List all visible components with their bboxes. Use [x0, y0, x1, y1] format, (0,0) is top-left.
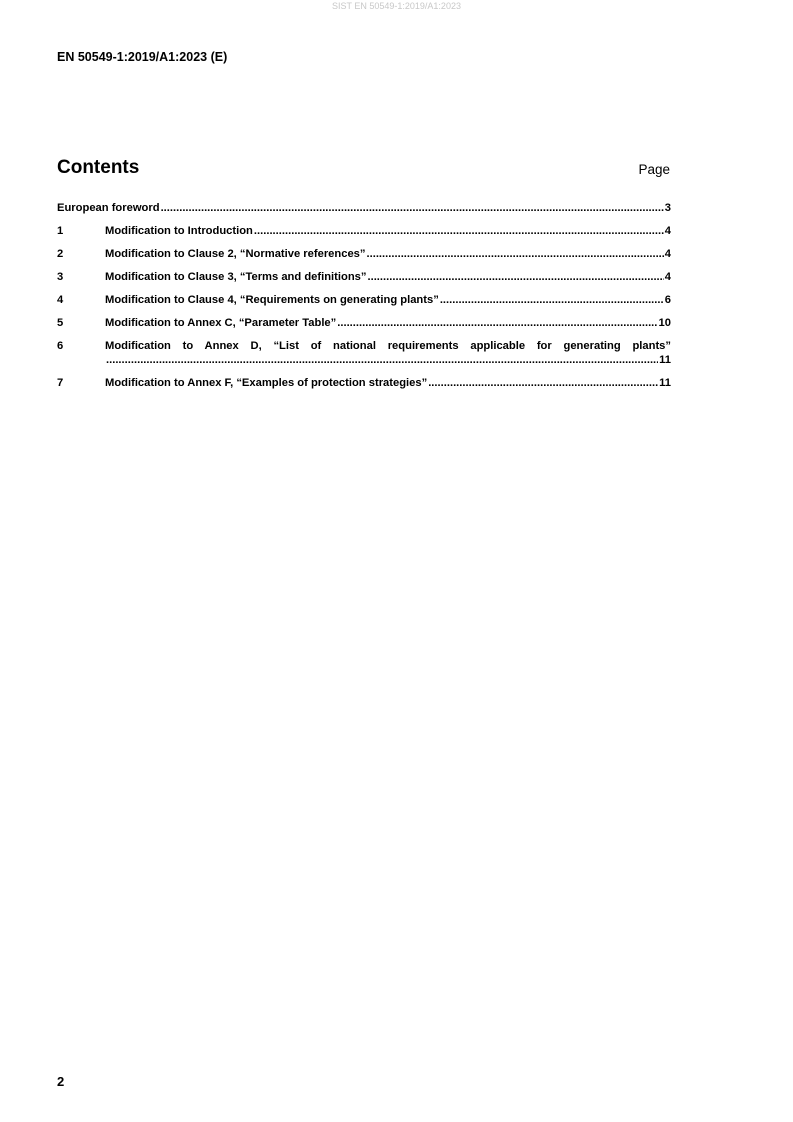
toc-entry-2[interactable]	[57, 247, 671, 261]
toc-entry-7[interactable]	[57, 376, 671, 390]
toc-leader-dots	[106, 353, 658, 367]
toc-entry-1[interactable]	[57, 224, 671, 238]
toc-leader-dots	[440, 293, 664, 307]
toc-entry-page: 10	[658, 317, 671, 329]
toc-entry-page: 11	[659, 377, 671, 389]
toc-leader-dots	[428, 376, 658, 390]
toc-entry-3[interactable]	[57, 270, 671, 284]
toc-entry-page: 11	[659, 354, 671, 366]
toc-entry-page: 3	[664, 202, 671, 214]
toc-leader-dots	[254, 224, 664, 238]
toc-entry-european-foreword[interactable]	[57, 201, 671, 215]
toc-entry-page: 4	[664, 225, 671, 237]
toc-entry-text: Modification to Clause 3, “Terms and definitions”	[105, 271, 367, 283]
toc-entry-text: Modification to Annex C, “Parameter Table”	[105, 317, 337, 329]
toc-entry-text: Modification to Clause 4, “Requirements on generating plants”	[105, 294, 439, 306]
toc-leader-dots	[367, 270, 663, 284]
table-of-contents	[57, 201, 671, 399]
toc-entry-number: 1	[57, 225, 64, 237]
toc-leader-dots	[337, 316, 657, 330]
toc-entry-number: 6	[57, 340, 64, 352]
page-number: 2	[57, 1074, 65, 1089]
toc-entry-number: 7	[57, 377, 64, 389]
toc-entry-page: 4	[664, 271, 671, 283]
toc-entry-text: Modification to Annex D, “List of national requirements applicable for generating plants”	[105, 340, 671, 352]
contents-title: Contents	[57, 157, 140, 178]
toc-entry-5[interactable]	[57, 316, 671, 330]
toc-entry-text: Modification to Annex F, “Examples of protection strategies”	[105, 377, 428, 389]
watermark: SIST EN 50549-1:2019/A1:2023	[332, 1, 461, 11]
toc-entry-text: Modification to Clause 2, “Normative references”	[105, 248, 366, 260]
toc-leader-dots	[161, 201, 664, 215]
toc-entry-4[interactable]	[57, 293, 671, 307]
document-id: EN 50549-1:2019/A1:2023 (E)	[57, 50, 228, 64]
toc-entry-page: 4	[664, 248, 671, 260]
toc-entry-text: European foreword	[57, 202, 160, 214]
toc-entry-page: 6	[664, 294, 671, 306]
toc-entry-number: 5	[57, 317, 64, 329]
toc-entry-6[interactable]	[57, 339, 671, 367]
toc-entry-number: 3	[57, 271, 64, 283]
toc-entry-number: 4	[57, 294, 64, 306]
toc-leader-dots	[367, 247, 664, 261]
page-column-label: Page	[638, 162, 670, 177]
toc-entry-text: Modification to Introduction	[105, 225, 253, 237]
toc-entry-number: 2	[57, 248, 64, 260]
